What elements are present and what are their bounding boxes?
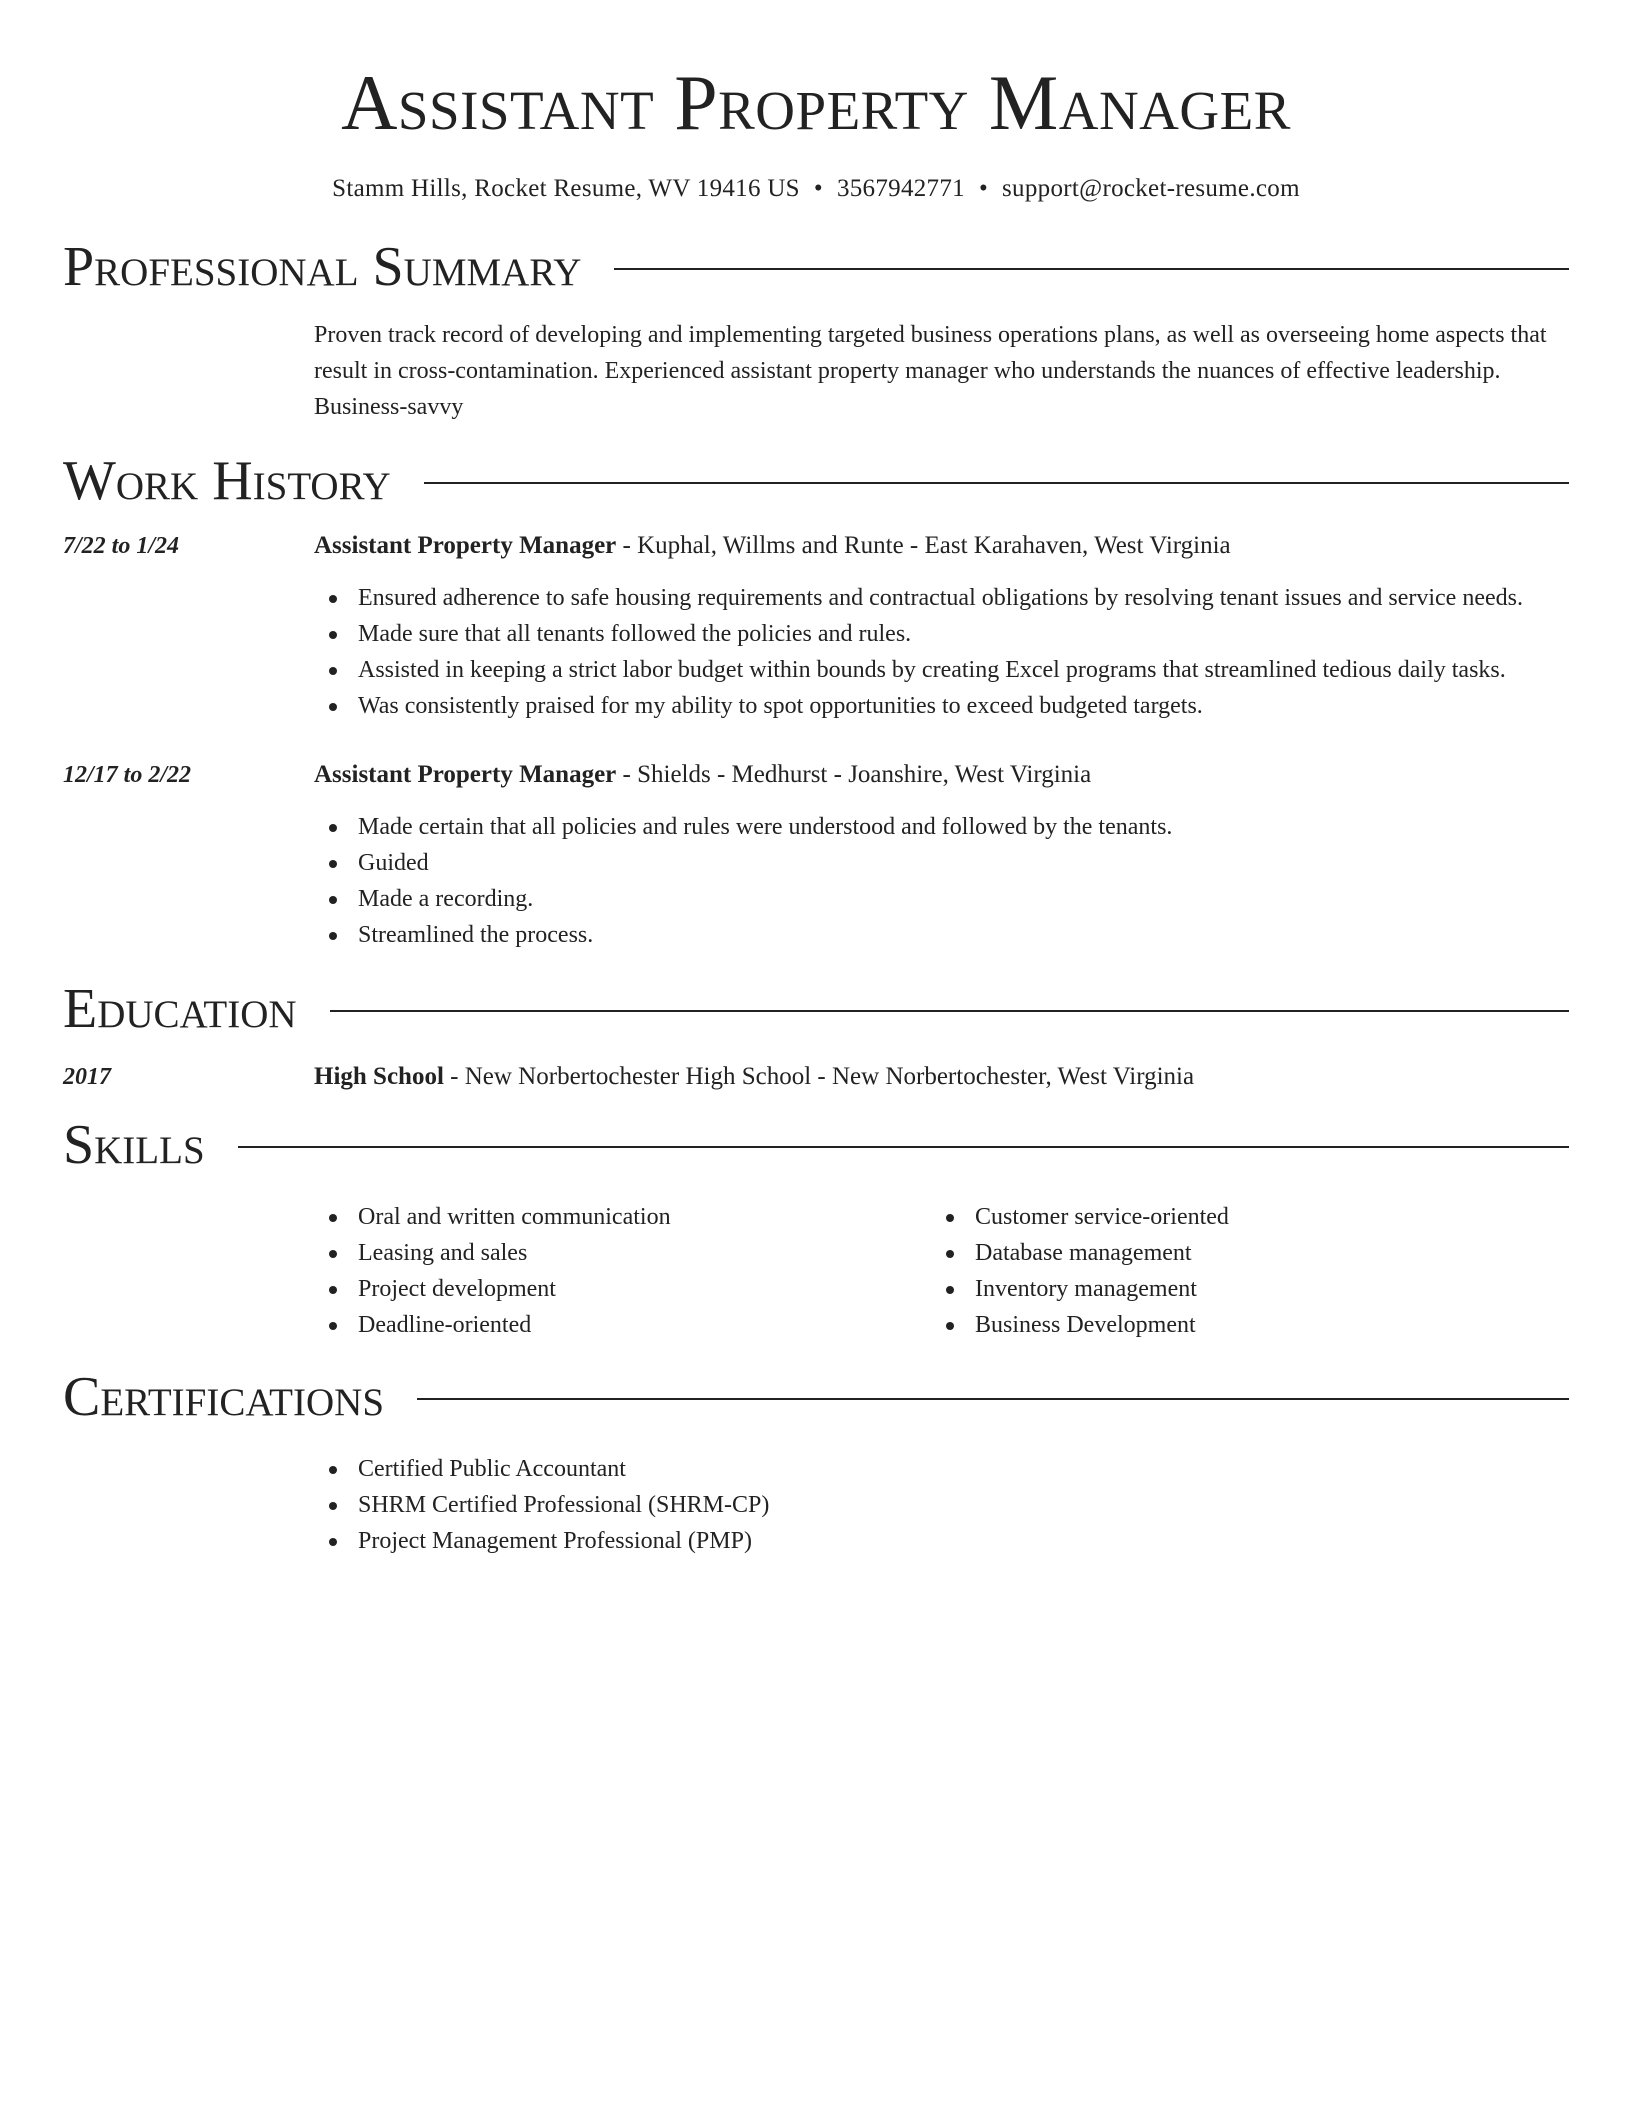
job-title-line	[314, 528, 1569, 564]
job-bullet: Was consistently praised for my ability to spot opportunities to exceed budgeted targets.	[358, 688, 1569, 724]
job-dates: 7/22 to 1/24	[63, 533, 180, 559]
job-role: Assistant Property Manager	[314, 532, 617, 559]
section-title: Certifications	[63, 1366, 385, 1428]
summary-text: Proven track record of developing and implementing targeted business operations plans, as well as overseeing home aspects that result in cross-contamination. Experienced assistant property manager who understands the nuances of effective leadership. Business-savvy	[314, 322, 1547, 420]
education-year: 2017	[63, 1064, 111, 1090]
section-title: Skills	[63, 1114, 205, 1176]
skill-item: Business Development	[975, 1307, 1548, 1343]
job-bullet: Made a recording.	[358, 881, 1569, 917]
certifications-spacer	[63, 1451, 314, 1559]
certification-item: SHRM Certified Professional (SHRM-CP)	[358, 1487, 1569, 1523]
skill-item: Database management	[975, 1235, 1548, 1271]
job-body	[314, 528, 1569, 724]
contact-separator: •	[978, 175, 989, 202]
job-bullet: Streamlined the process.	[358, 917, 1569, 953]
section-divider	[238, 1146, 1569, 1148]
contact-address: Stamm Hills, Rocket Resume, WV 19416 US	[332, 175, 800, 202]
section-divider	[424, 482, 1569, 484]
skill-item: Leasing and sales	[358, 1235, 931, 1271]
contact-line	[63, 175, 1569, 203]
job-bullets	[314, 580, 1569, 724]
skills-row	[63, 1199, 1569, 1343]
skill-item: Customer service-oriented	[975, 1199, 1548, 1235]
skill-item: Project development	[358, 1271, 931, 1307]
contact-phone: 3567942771	[836, 175, 965, 202]
certification-item: Project Management Professional (PMP)	[358, 1523, 1569, 1559]
education-section	[63, 979, 1569, 1095]
section-divider	[417, 1398, 1569, 1400]
skill-item: Inventory management	[975, 1271, 1548, 1307]
skill-item: Oral and written communication	[358, 1199, 931, 1235]
certifications-body	[314, 1451, 1569, 1559]
job-details: - Shields - Medhurst - Joanshire, West Virginia	[616, 761, 1092, 788]
work-history-section	[63, 451, 1569, 953]
job-role: Assistant Property Manager	[314, 761, 617, 788]
section-title: Professional Summary	[63, 236, 582, 298]
certifications-section	[63, 1367, 1569, 1559]
education-body	[314, 1059, 1569, 1095]
section-header	[63, 979, 1569, 1039]
skills-list	[931, 1199, 1548, 1343]
certifications-row	[63, 1451, 1569, 1559]
skills-grid	[314, 1199, 1569, 1343]
section-header	[63, 451, 1569, 511]
job-bullet: Guided	[358, 845, 1569, 881]
job-bullet: Assisted in keeping a strict labor budget within bounds by creating Excel programs that streamlined tedious daily tasks.	[358, 652, 1569, 688]
summary-spacer	[63, 317, 314, 425]
summary-section	[63, 237, 1569, 425]
skills-column-left	[314, 1199, 931, 1343]
job-bullet: Ensured adherence to safe housing requirements and contractual obligations by resolving tenant issues and service needs.	[358, 580, 1569, 616]
section-header	[63, 237, 1569, 297]
job-details: - Kuphal, Willms and Runte - East Karahaven, West Virginia	[616, 532, 1231, 559]
job-bullets	[314, 809, 1569, 953]
section-title: Work History	[63, 450, 391, 512]
education-entry	[63, 1059, 1569, 1095]
summary-row	[63, 317, 1569, 425]
section-header	[63, 1115, 1569, 1175]
contact-separator: •	[813, 175, 823, 202]
education-degree: High School	[314, 1063, 444, 1090]
job-bullet: Made sure that all tenants followed the policies and rules.	[358, 616, 1569, 652]
section-title: Education	[63, 978, 297, 1040]
job-body	[314, 757, 1569, 953]
job-dates: 12/17 to 2/22	[63, 762, 192, 788]
resume-name: Assistant Property Manager	[341, 59, 1291, 146]
skills-spacer	[63, 1199, 314, 1343]
section-divider	[614, 268, 1569, 270]
job-entry	[63, 528, 1569, 724]
job-entry	[63, 757, 1569, 953]
job-bullet: Made certain that all policies and rules were understood and followed by the tenants.	[358, 809, 1569, 845]
contact-email: support@rocket-resume.com	[1002, 175, 1300, 202]
section-header	[63, 1367, 1569, 1427]
skill-item: Deadline-oriented	[358, 1307, 931, 1343]
skills-column-right	[931, 1199, 1548, 1343]
education-details: - New Norbertochester High School - New Norbertochester, West Virginia	[443, 1063, 1195, 1090]
certifications-list	[314, 1451, 1569, 1559]
job-title-line	[314, 757, 1569, 793]
education-line	[314, 1059, 1569, 1095]
skills-list	[314, 1199, 931, 1343]
certification-item: Certified Public Accountant	[358, 1451, 1569, 1487]
skills-section	[63, 1115, 1569, 1343]
section-divider	[330, 1010, 1569, 1012]
